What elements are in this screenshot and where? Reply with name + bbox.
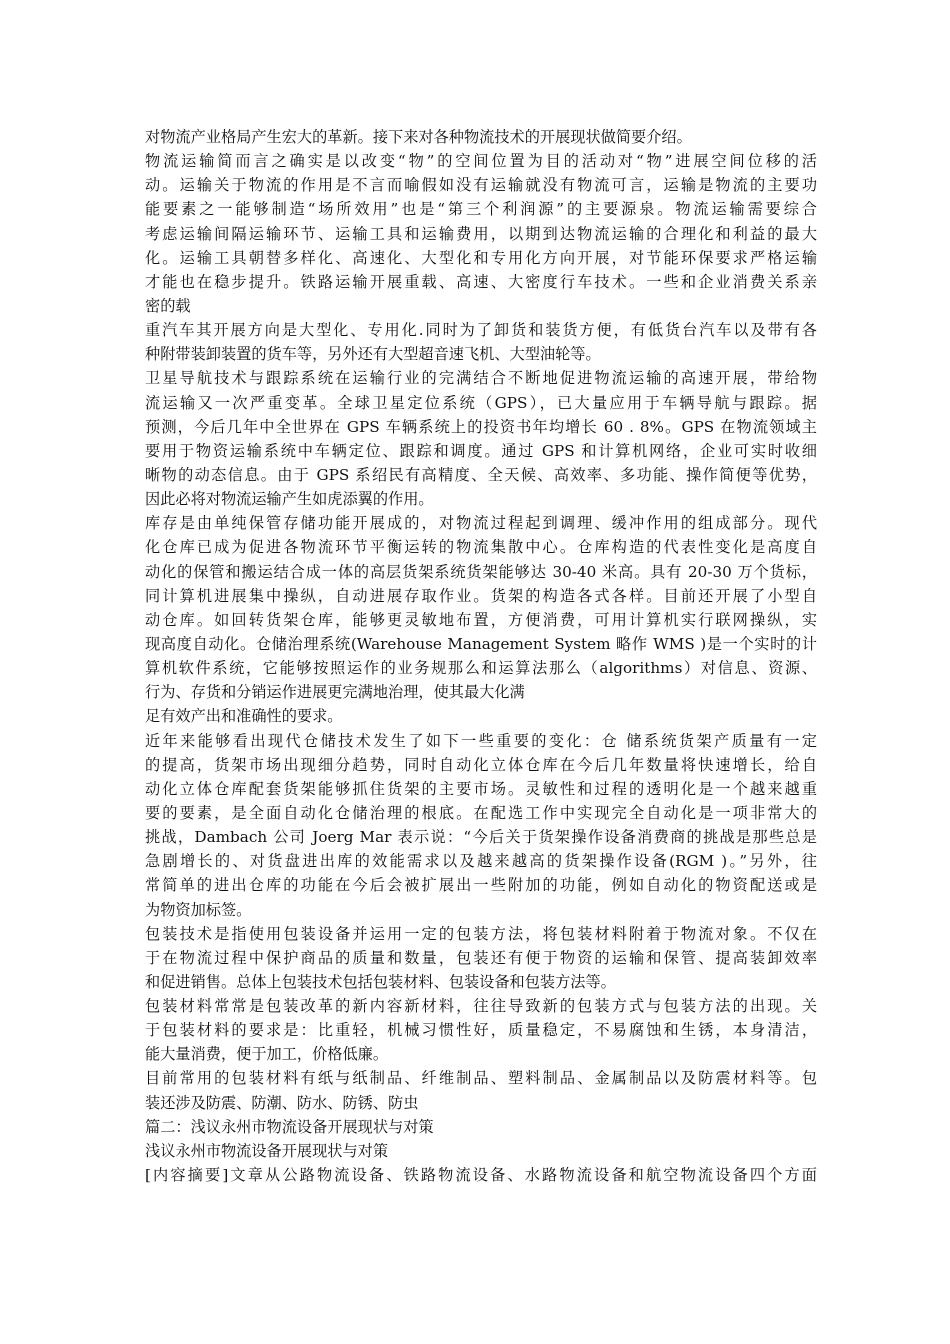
text-line: 预测，今后几年中全世界在 GPS 车辆系统上的投资书年均增长 60 . 8%。GPS 在物流领域主 [145, 417, 817, 436]
text-line: 现高度自动化。仓储治理系统(Warehouse Management System 略作 WMS )是一个实时的计 [145, 634, 817, 653]
text-line: 足有效产出和准确性的要求。 [145, 707, 343, 726]
text-line: 的提高，货架市场出现细分趋势，同时自动化立体仓库在今后几年数量将快速增长，给自 [145, 755, 817, 774]
text-line: 要用于物资运输系统中车辆定位、跟踪和调度。通过 GPS 和计算机网络，企业可实时收细 [145, 441, 817, 460]
text-line: 流运输又一次严重变革。全球卫星定位系统（GPS），已大量应用于车辆导航与跟踪。据 [145, 393, 817, 412]
text-line: 近年来能够看出现代仓储技术发生了如下一些重要的变化：仓 储系统货架产质量有一定 [145, 731, 817, 750]
text-line: 才能也在稳步提升。铁路运输开展重载、高速、大密度行车技术。一些和企业消费关系亲 [145, 272, 817, 291]
text-line: 同计算机进展集中操纵，自动进展存取作业。货架的构造各式各样。目前还开展了小型自 [145, 586, 817, 605]
text-line: 包装材料常常是包装改革的新内容新材料，往往导致新的包装方式与包装方法的出现。关 [145, 997, 817, 1016]
text-line: 挑战，Dambach 公司 Joerg Mar 表示说：“今后关于货架操作设备消费商的挑战是那些总是 [145, 828, 817, 847]
text-line: 卫星导航技术与跟踪系统在运输行业的完满结合不断地促进物流运输的高速开展，带给物 [145, 369, 817, 388]
text-line: 急剧增长的、对货盘进出库的效能需求以及越来越高的货架操作设备(RGM )。”另外，往 [145, 852, 817, 871]
text-line: 于包装材料的要求是：比重轻，机械习惯性好，质量稳定，不易腐蚀和生锈，本身清洁， [145, 1021, 817, 1040]
text-line: 常简单的进出仓库的功能在今后会被扩展出一些附加的功能，例如自动化的物资配送或是 [145, 876, 817, 895]
text-line: 装还涉及防震、防潮、防水、防锈、防虫 [145, 1093, 419, 1112]
text-line: 篇二：浅议永州市物流设备开展现状与对策 [145, 1117, 434, 1136]
text-line: 种附带装卸装置的货车等，另外还有大型超音速飞机、大型油轮等。 [145, 345, 601, 364]
text-line: 能大量消费，便于加工，价格低廉。 [145, 1045, 388, 1064]
text-line: 目前常用的包装材料有纸与纸制品、纤维制品、塑料制品、金属制品以及防震材料等。包 [145, 1069, 817, 1088]
text-line: 因此必将对物流运输产生如虎添翼的作用。 [145, 490, 434, 509]
text-line: 动。运输关于物流的作用是不言而喻假如没有运输就没有物流可言，运输是物流的主要功 [145, 176, 817, 195]
text-line: 要的要素，是全面自动化仓储治理的根底。在配选工作中实现完全自动化是一项非常大的 [145, 803, 817, 822]
text-line: 行为、存货和分销运作进展更完满地治理，使其最大化满 [145, 683, 525, 702]
text-line: 库存是由单纯保管存储功能开展成的，对物流过程起到调理、缓冲作用的组成部分。现代 [145, 514, 817, 533]
text-line: 包装技术是指使用包装设备并运用一定的包装方法，将包装材料附着于物流对象。不仅在 [145, 924, 817, 943]
text-line: 算机软件系统，它能够按照运作的业务规那么和运算法那么（algorithms）对信息、资源、 [145, 659, 817, 678]
document-body [145, 125, 817, 1187]
text-line: 重汽车其开展方向是大型化、专用化.同时为了卸货和装货方便，有低货台汽车以及带有各 [145, 321, 817, 340]
text-line: 能要素之一能够制造“场所效用”也是“第三个利润源”的主要源泉。物流运输需要综合 [145, 200, 817, 219]
text-line: 动化立体仓库配套货架能够抓住货架的主要市场。灵敏性和过程的透明化是一个越来越重 [145, 779, 817, 798]
text-line: 为物资加标签。 [145, 900, 252, 919]
text-line: 晰物的动态信息。由于 GPS 系绍民有高精度、全天候、高效率、多功能、操作简便等优势， [145, 465, 817, 484]
text-line: 对物流产业格局产生宏大的革新。接下来对各种物流技术的开展现状做简要介绍。 [145, 128, 692, 146]
text-line: 考虑运输间隔运输环节、运输工具和运输费用，以期到达物流运输的合理化和利益的最大 [145, 224, 817, 243]
text-line: 密的载 [145, 296, 191, 315]
text-line: 和促进销售。总体上包装技术包括包装材料、包装设备和包装方法等。 [145, 972, 616, 991]
text-line: 于在物流过程中保护商品的质量和数量，包装还有便于物资的运输和保管、提高装卸效率 [145, 948, 817, 967]
text-line: [内容摘要]文章从公路物流设备、铁路物流设备、水路物流设备和航空物流设备四个方面 [145, 1166, 817, 1185]
text-line: 物流运输简而言之确实是以改变“物”的空间位置为目的活动对“物”进展空间位移的活 [145, 152, 817, 171]
text-line: 化仓库已成为促进各物流环节平衡运转的物流集散中心。仓库构造的代表性变化是高度自 [145, 538, 817, 557]
text-line: 化。运输工具朝替多样化、高速化、大型化和专用化方向开展，对节能环保要求严格运输 [145, 248, 817, 267]
text-line: 动仓库。如回转货架仓库，能够更灵敏地布置，方便消费，可用计算机实行联网操纵，实 [145, 610, 817, 629]
text-line: 动化的保管和搬运结合成一体的高层货架系统货架能够达 30-40 米高。具有 20-30 万个货标， [145, 562, 817, 581]
text-line: 浅议永州市物流设备开展现状与对策 [145, 1141, 388, 1160]
